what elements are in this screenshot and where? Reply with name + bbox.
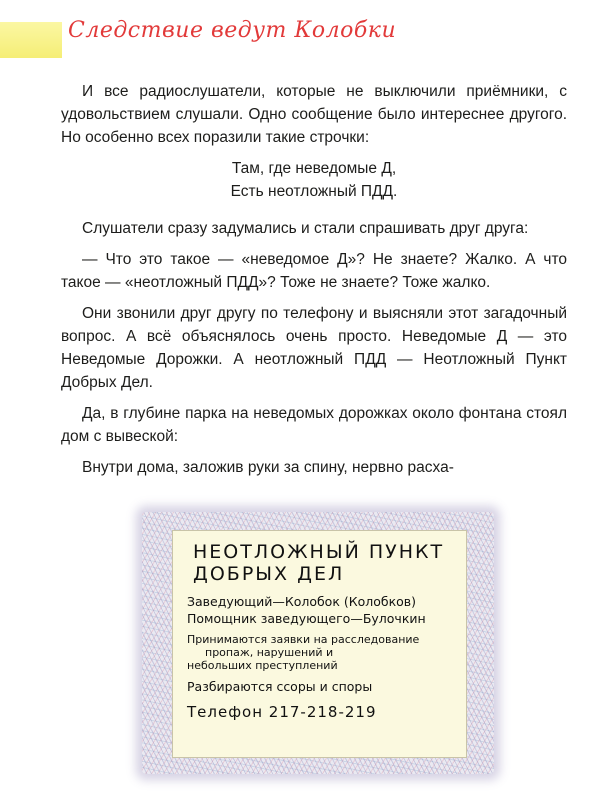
sign-illustration <box>142 512 494 774</box>
sign-disputes-line: Разбираются ссоры и споры <box>187 679 373 694</box>
poem <box>61 157 567 203</box>
paragraph-1: И все радиослушатели, которые не выключили приёмники, с удовольствием слушали. Одно сообщение было интереснее другого. Но особенно всех поразили такие строчки: <box>61 83 567 146</box>
sign-assistant-line: Помощник заведующего—Булочкин <box>187 611 426 626</box>
poem-line-1: Там, где неведомые Д, <box>231 160 397 177</box>
sign-requests-3: небольших преступлений <box>187 659 338 672</box>
sign-phone-line: Телефон 217-218-219 <box>187 703 377 721</box>
paragraph-2: Слушатели сразу задумались и стали спрашивать друг друга: <box>82 220 529 237</box>
sign-title <box>193 541 458 585</box>
sign-board <box>172 530 467 758</box>
running-header-title: Следствие ведут Колобки <box>68 18 397 43</box>
sign-head-line: Заведующий—Колобок (Колобков) <box>187 594 417 609</box>
poem-line-2: Есть неотложный ПДД. <box>230 183 398 200</box>
sign-title-line-2: ДОБРЫХ ДЕЛ <box>193 563 345 585</box>
paragraph-3: — Что это такое — «неведомое Д»? Не знаете? Жалко. А что такое — «неотложный ПДД»? Тоже не знаете? Тоже жалко. <box>61 251 567 291</box>
header-color-band <box>0 22 62 58</box>
paragraph-4: Они звонили друг другу по телефону и выясняли этот загадочный вопрос. А всё объяснялось очень просто. Неведомые Д — это Неведомые Дорожки. А неотложный ПДД — Неотложный Пункт Добрых Дел. <box>61 305 567 391</box>
paragraph-5: Да, в глубине парка на неведомых дорожках около фонтана стоял дом с вывеской: <box>61 405 567 445</box>
paragraph-6: Внутри дома, заложив руки за спину, нервно расха- <box>82 459 454 476</box>
story-text <box>61 80 567 487</box>
sign-requests-2: пропаж, нарушений и <box>205 646 334 659</box>
sign-title-line-1: НЕОТЛОЖНЫЙ ПУНКТ <box>193 541 445 563</box>
sign-requests <box>187 633 458 672</box>
sign-requests-1: Принимаются заявки на расследование <box>187 633 420 646</box>
